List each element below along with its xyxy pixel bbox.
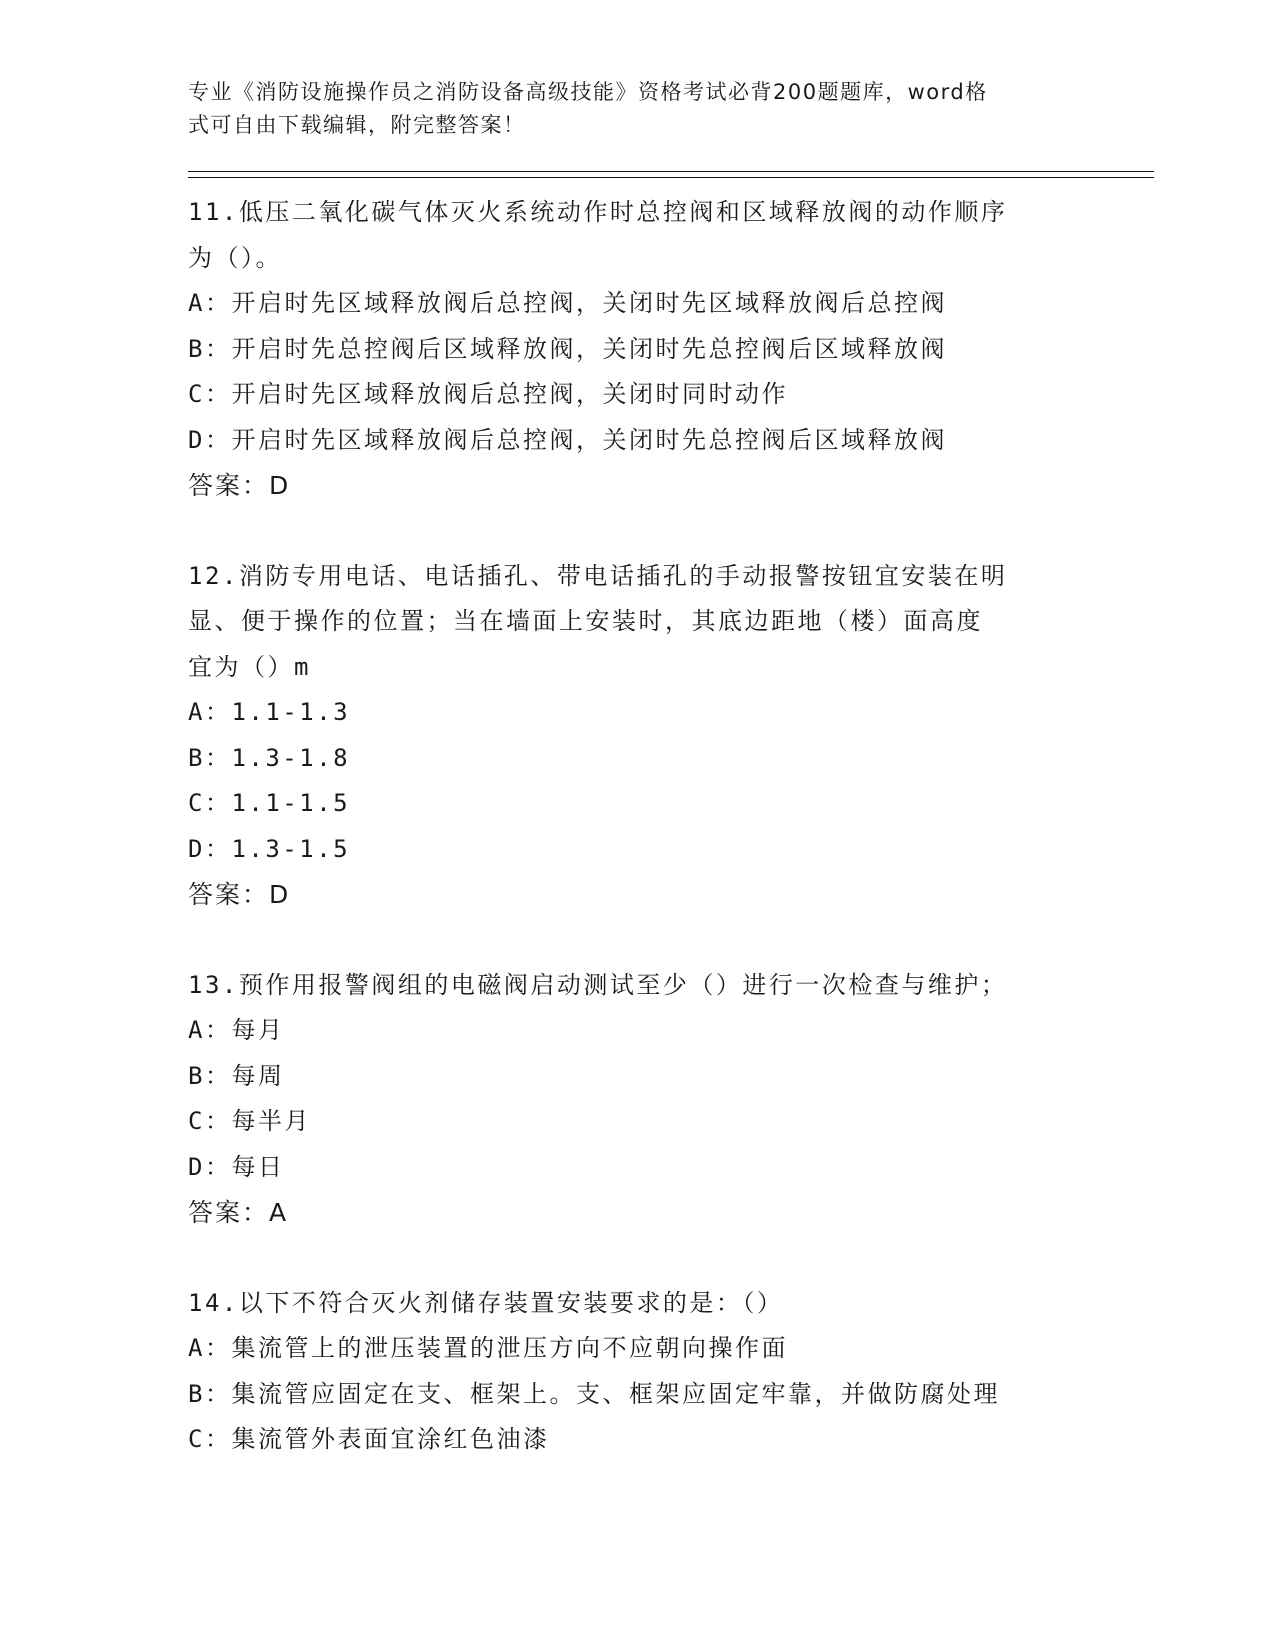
question-stem-line: 14.以下不符合灭火剂储存装置安装要求的是：（） xyxy=(188,1288,784,1317)
option-a: A：开启时先区域释放阀后总控阀，关闭时先区域释放阀后总控阀 xyxy=(188,289,947,317)
option-b: B：每周 xyxy=(188,1061,285,1090)
question-stem-line: 宜为（）m xyxy=(188,652,311,681)
question-13 xyxy=(188,963,1068,1236)
question-list xyxy=(188,190,1068,1508)
option-b: B：1.3-1.8 xyxy=(188,743,351,772)
header-rule-top xyxy=(188,171,1154,172)
option-a: A：每月 xyxy=(188,1016,285,1044)
question-stem-line: 显、便于操作的位置；当在墙面上安装时，其底边距地（楼）面高度 xyxy=(188,607,983,635)
question-stem-line: 11.低压二氧化碳气体灭火系统动作时总控阀和区域释放阀的动作顺序 xyxy=(188,198,1008,226)
option-d: D：开启时先区域释放阀后总控阀，关闭时先总控阀后区域释放阀 xyxy=(188,425,947,454)
header-line-2: 式可自由下载编辑，附完整答案！ xyxy=(188,113,526,137)
question-stem-line: 13.预作用报警阀组的电磁阀启动测试至少（）进行一次检查与维护； xyxy=(188,970,1008,999)
option-a: A：1.1-1.3 xyxy=(188,698,351,726)
option-c: C：1.1-1.5 xyxy=(188,789,351,817)
question-14 xyxy=(188,1281,1068,1463)
option-c: C：集流管外表面宜涂红色油漆 xyxy=(188,1425,550,1453)
option-c: C：开启时先区域释放阀后总控阀，关闭时同时动作 xyxy=(188,380,788,408)
option-b: B：开启时先总控阀后区域释放阀，关闭时先总控阀后区域释放阀 xyxy=(188,334,947,363)
answer: 答案：D xyxy=(188,880,291,909)
option-a: A：集流管上的泄压装置的泄压方向不应朝向操作面 xyxy=(188,1334,788,1362)
answer: 答案：A xyxy=(188,1198,289,1227)
header-line-1: 专业《消防设施操作员之消防设备高级技能》资格考试必背200题题库，word格 xyxy=(188,80,988,104)
option-d: D：1.3-1.5 xyxy=(188,834,351,863)
question-stem-line: 12.消防专用电话、电话插孔、带电话插孔的手动报警按钮宜安装在明 xyxy=(188,561,1008,590)
answer: 答案：D xyxy=(188,471,291,500)
option-b: B：集流管应固定在支、框架上。支、框架应固定牢靠，并做防腐处理 xyxy=(188,1379,1000,1408)
question-12 xyxy=(188,554,1068,918)
question-stem-line: 为（）。 xyxy=(188,243,282,272)
document-header xyxy=(188,76,1068,142)
question-11 xyxy=(188,190,1068,509)
option-d: D：每日 xyxy=(188,1152,285,1181)
header-rule-bottom xyxy=(188,177,1154,178)
option-c: C：每半月 xyxy=(188,1107,311,1135)
